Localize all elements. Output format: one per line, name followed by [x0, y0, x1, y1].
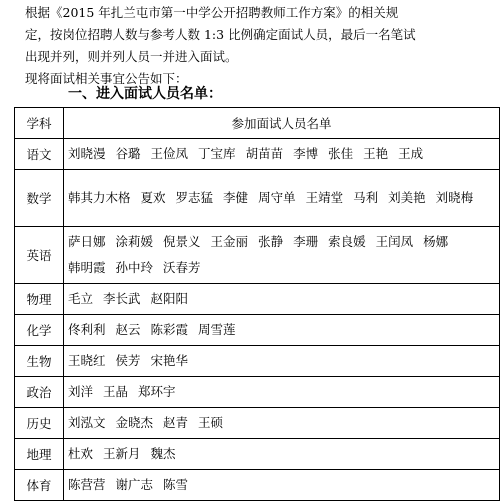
section-heading: 一、进入面试人员名单： [68, 86, 222, 102]
candidate-name: 陈雪 [163, 477, 189, 492]
candidate-name: 宋艳华 [150, 353, 189, 368]
names-cell [64, 170, 500, 227]
candidate-name: 刘洋 [68, 384, 94, 399]
candidate-name: 沃春芳 [163, 260, 201, 275]
candidate-name: 陈彩霞 [150, 322, 189, 337]
table-body [15, 139, 500, 501]
candidate-name: 李珊 [293, 234, 319, 249]
table-row [15, 315, 500, 346]
candidate-name: 张佳 [328, 146, 354, 161]
table-row [15, 227, 500, 284]
candidate-name: 王成 [398, 146, 424, 161]
candidate-name: 李长武 [103, 291, 141, 306]
subject-cell: 数学 [15, 170, 64, 227]
names-cell [64, 284, 500, 315]
candidate-name: 罗志猛 [175, 190, 214, 205]
candidate-name: 佟利利 [68, 322, 106, 337]
candidate-name: 杜欢 [68, 446, 94, 461]
subject-cell: 语文 [15, 139, 64, 170]
candidate-name: 索良媛 [328, 234, 366, 249]
candidate-name: 毛立 [68, 291, 94, 306]
candidate-name: 谷璐 [115, 146, 141, 161]
candidate-name: 金晓杰 [115, 415, 154, 430]
subject-cell: 历史 [15, 408, 64, 439]
candidate-name: 侯芳 [115, 353, 141, 368]
candidate-name: 刘泓文 [68, 415, 106, 430]
candidate-name: 赵阳阳 [150, 291, 189, 306]
intro-line: 出现并列，则并列人员一并进入面试。 [25, 49, 238, 64]
names-cell [64, 139, 500, 170]
candidate-name: 王新月 [103, 446, 141, 461]
candidate-name: 韩其力木格 [68, 190, 131, 205]
table-row [15, 377, 500, 408]
candidate-name: 夏欢 [140, 190, 166, 205]
names-cell [64, 377, 500, 408]
candidate-name: 胡苗苗 [245, 146, 284, 161]
table-row [15, 439, 500, 470]
candidates-table [14, 107, 500, 501]
candidate-name: 王俭凤 [150, 146, 189, 161]
candidate-name: 张静 [258, 234, 284, 249]
candidate-name: 谢广志 [115, 477, 154, 492]
candidate-name: 孙中玲 [115, 260, 154, 275]
names-cell [64, 408, 500, 439]
candidate-name: 王闰凤 [375, 234, 414, 249]
candidate-name: 魏杰 [150, 446, 176, 461]
candidate-name: 周守单 [258, 190, 296, 205]
candidate-name: 倪景义 [163, 234, 201, 249]
candidate-name: 刘晓梅 [435, 190, 474, 205]
names-cell [64, 346, 500, 377]
names-cell [64, 315, 500, 346]
names-cell [64, 439, 500, 470]
candidate-name: 陈营营 [68, 477, 106, 492]
names-column-header: 参加面试人员名单 [64, 108, 500, 139]
intro-paragraph [0, 2, 502, 90]
candidate-name: 王靖堂 [305, 190, 344, 205]
subject-cell: 英语 [15, 227, 64, 284]
candidate-name: 赵青 [163, 415, 189, 430]
subject-cell: 地理 [15, 439, 64, 470]
table-row [15, 284, 500, 315]
subject-cell: 体育 [15, 470, 64, 501]
candidate-name: 王金丽 [210, 234, 249, 249]
candidate-name: 周雪莲 [198, 322, 236, 337]
table-row [15, 408, 500, 439]
candidate-name: 王晓红 [68, 353, 106, 368]
candidate-name: 王硕 [198, 415, 224, 430]
candidate-name: 刘美艳 [388, 190, 426, 205]
candidate-name: 李博 [293, 146, 319, 161]
candidate-name: 李健 [223, 190, 249, 205]
subject-column-header: 学科 [15, 108, 64, 139]
candidate-name: 杨娜 [423, 234, 449, 249]
table-row [15, 139, 500, 170]
candidate-name: 马利 [353, 190, 379, 205]
intro-line: 根据《2015 年扎兰屯市第一中学公开招聘教师工作方案》的相关规 [0, 5, 399, 20]
subject-cell: 物理 [15, 284, 64, 315]
intro-line: 定，按岗位招聘人数与参考人数 1:3 比例确定面试人员，最后一名笔试 [25, 27, 416, 42]
candidate-name: 王晶 [103, 384, 129, 399]
names-cell [64, 470, 500, 501]
candidate-name: 萨日娜 [68, 234, 106, 249]
candidate-name: 丁宝库 [198, 146, 236, 161]
subject-cell: 生物 [15, 346, 64, 377]
candidate-name: 涂莉媛 [115, 234, 154, 249]
table-row [15, 346, 500, 377]
candidate-name: 刘晓漫 [68, 146, 106, 161]
table-row [15, 170, 500, 227]
names-cell [64, 227, 500, 284]
subject-cell: 化学 [15, 315, 64, 346]
candidate-name: 郑环宇 [138, 384, 176, 399]
table-row [15, 470, 500, 501]
candidate-name: 王艳 [363, 146, 389, 161]
candidate-name: 赵云 [115, 322, 141, 337]
intro-line: 现将面试相关事宜公告如下： [0, 71, 188, 86]
candidate-name: 韩明霞 [68, 260, 106, 275]
subject-cell: 政治 [15, 377, 64, 408]
